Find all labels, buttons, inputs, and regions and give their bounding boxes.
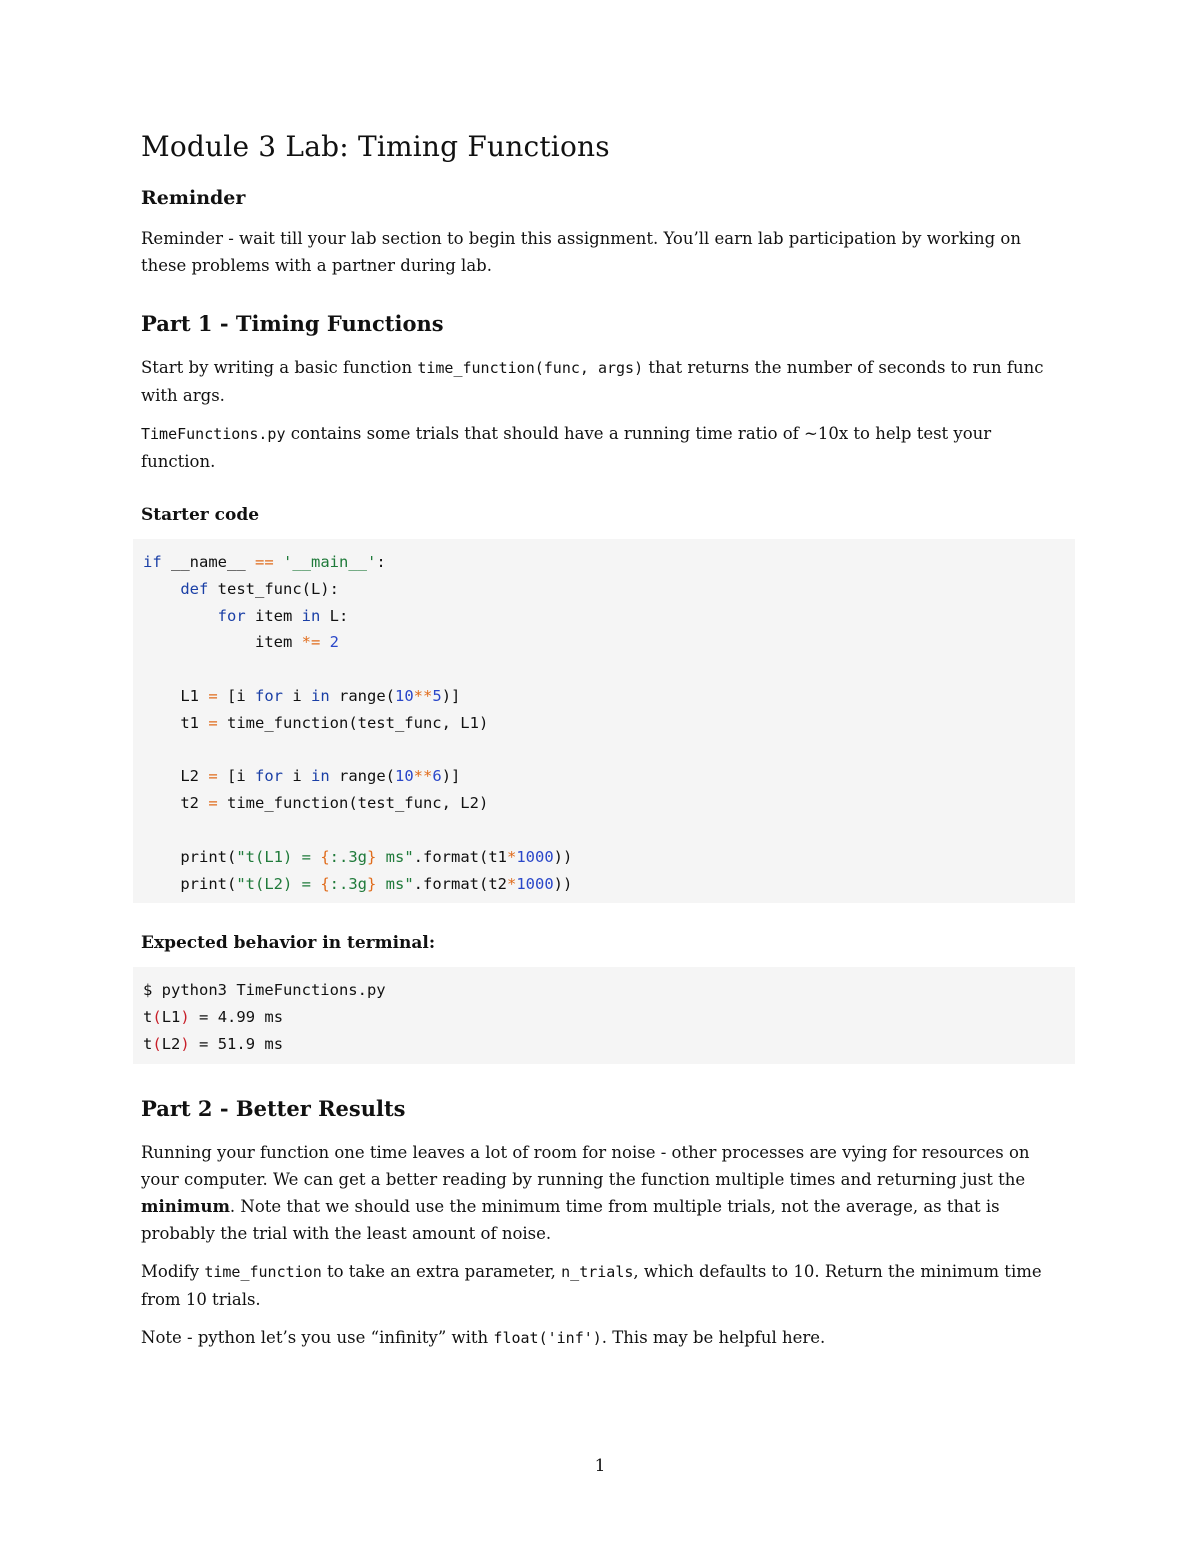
terminal-output-line: t(L1) = 4.99 ms bbox=[143, 1008, 284, 1027]
code-line: def test_func(L): bbox=[180, 579, 339, 598]
starter-code-label: Starter code bbox=[141, 505, 260, 525]
reminder-heading: Reminder bbox=[141, 187, 246, 209]
part2-paragraph-2: Modify time_function to take an extra parameter, n_trials, which defaults to 10. Return the minimum time from 10 trials. bbox=[141, 1261, 1042, 1309]
code-line: for item in L: bbox=[217, 606, 349, 625]
inline-code: n_trials bbox=[561, 1262, 634, 1281]
code-line bbox=[143, 656, 1075, 683]
terminal-output-line: t(L2) = 51.9 ms bbox=[143, 1034, 284, 1053]
part1-heading: Part 1 - Timing Functions bbox=[141, 311, 444, 336]
inline-code: time_function(func, args) bbox=[417, 359, 644, 377]
reminder-text: Reminder - wait till your lab section to begin this assignment. You’ll earn lab participation by working on these problems with a partner during lab. bbox=[141, 229, 1021, 275]
part1-paragraph-1: Start by writing a basic function time_function(func, args) that returns the number of seconds to run func with args. bbox=[141, 358, 1044, 405]
document-page bbox=[141, 130, 1061, 1363]
page-title: Module 3 Lab: Timing Functions bbox=[141, 130, 610, 163]
starter-code-block bbox=[133, 539, 1075, 903]
part1-paragraph-2: TimeFunctions.py contains some trials that should have a running time ratio of ~10x to help test your function. bbox=[141, 424, 992, 471]
code-line: print("t(L2) = {:.3g} ms".format(t2*1000)) bbox=[143, 874, 573, 893]
part2-paragraph-1: Running your function one time leaves a lot of room for noise - other processes are vying for resources on your computer. We can get a better reading by running the function multiple times and returning just the minimum. Note that we should use the minimum time from multiple trials, not the average, as that is probably the trial with the least amount of noise. bbox=[141, 1142, 1030, 1243]
part2-paragraph-3: Note - python let’s you use “infinity” with float('inf'). This may be helpful here. bbox=[141, 1327, 826, 1347]
code-line: t1 = time_function(test_func, L1) bbox=[143, 713, 489, 732]
code-line: if __name__ == '__main__': bbox=[143, 553, 386, 571]
code-line: print("t(L1) = {:.3g} ms".format(t1*1000)) bbox=[143, 847, 573, 866]
code-line bbox=[143, 737, 1075, 764]
part2-heading: Part 2 - Better Results bbox=[141, 1095, 406, 1121]
code-line: item *= 2 bbox=[143, 633, 339, 652]
terminal-command: $ python3 TimeFunctions.py bbox=[143, 981, 386, 1000]
code-line: t2 = time_function(test_func, L2) bbox=[143, 794, 489, 813]
code-line bbox=[143, 817, 1075, 844]
inline-code: TimeFunctions.py bbox=[141, 425, 286, 443]
expected-behavior-label: Expected behavior in terminal: bbox=[141, 933, 436, 954]
code-line: L2 = [i for i in range(10**6)] bbox=[143, 767, 461, 786]
inline-code: time_function bbox=[204, 1262, 322, 1281]
inline-code: float('inf') bbox=[493, 1328, 602, 1347]
page-number: 1 bbox=[594, 1456, 606, 1476]
code-line: L1 = [i for i in range(10**5)] bbox=[143, 686, 461, 705]
terminal-output-block bbox=[133, 967, 1075, 1063]
